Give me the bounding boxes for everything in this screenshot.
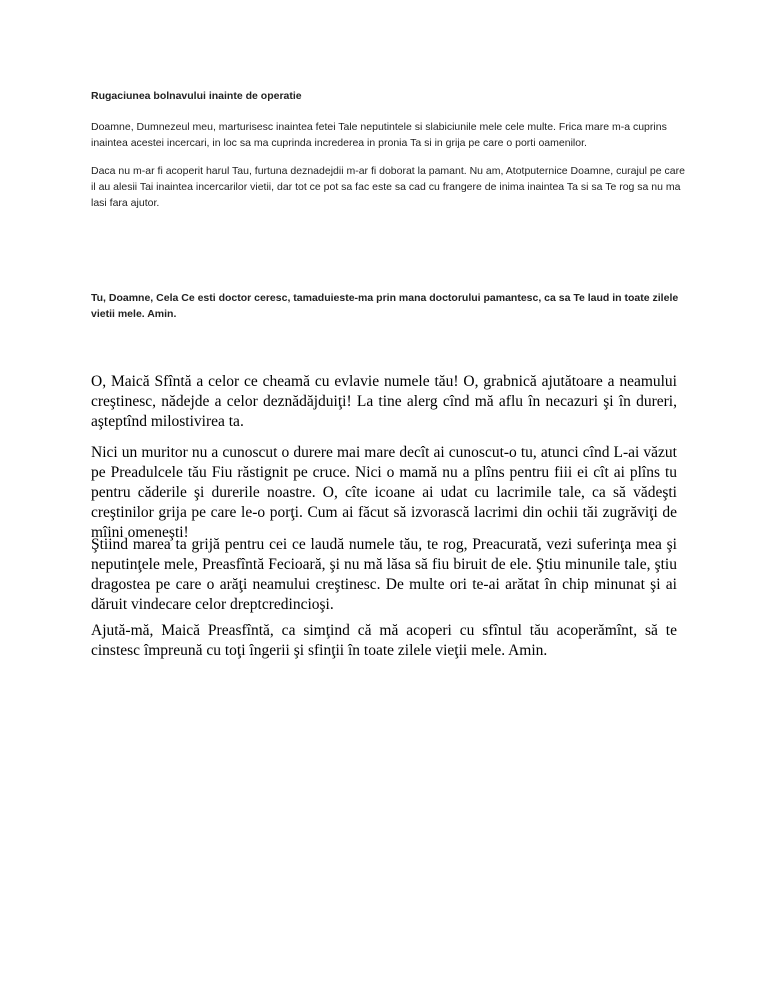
marian-prayer-paragraph-1: O, Maică Sfîntă a celor ce cheamă cu evlavie numele tău! O, grabnică ajutătoare a neamului creştinesc, nădejde a celor deznădăjduiţi! La tine alerg cînd mă aflu în necazuri şi în dureri, aşteptînd milostivirea ta. [91,373,677,430]
marian-prayer-paragraph-3: Ştiind marea ta grijă pentru cei ce laudă numele tău, te rog, Preacurată, vezi suferinţa mea şi neputinţele mele, Preasfîntă Fecioară, şi nu mă lăsa să fiu biruit de ele. Ştiu minunile tale, ştiu dragostea pe care o arăţi neamului creştinesc. De multe ori te-ai arătat în chip minunat şi ai dăruit vindecare celor dreptcredincioşi. [91,536,677,613]
marian-prayer-paragraph-4: Ajută-mă, Maică Preasfîntă, ca simţind că mă acoperi cu sfîntul tău acoperămînt, să te cinstesc împreună cu toţi îngerii şi sfinţii în toate zilele vieţii mele. Amin. [91,622,677,659]
prayer-title: Rugaciunea bolnavului inainte de operatie [91,90,302,102]
prayer-paragraph-1: Doamne, Dumnezeul meu, marturisesc inaintea fetei Tale neputintele si slabiciunile mele cele multe. Frica mare m-a cuprins inaintea acestei incercari, in loc sa ma cuprinda increderea in pronia Ta si in grija pe care o porti oamenilor. [91,121,667,149]
marian-prayer-paragraph-2: Nici un muritor nu a cunoscut o durere mai mare decît ai cunoscut-o tu, atunci cînd L-ai văzut pe Preadulcele tău Fiu răstignit pe cruce. Nici o mamă nu a plîns pentru fiii ei cît ai plîns tu pentru căderile şi durerile noastre. O, cîte icoane ai udat cu lacrimile tale, ca să vădeşti creştinilor grija pe care le-o porţi. Cum ai făcut să izvorască lacrimi din ochii tăi zugrăviţi de mîini omeneşti! [91,444,677,541]
prayer-paragraph-2: Daca nu m-ar fi acoperit harul Tau, furtuna deznadejdii m-ar fi doborat la pamant. Nu am, Atotputernice Doamne, curajul pe care il au alesii Tai inaintea incercarilor vietii, dar tot ce pot sa fac este sa cad cu frangere de inima inaintea Ta si sa Te rog sa nu ma lasi fara ajutor. [91,165,685,209]
prayer-closing: Tu, Doamne, Cela Ce esti doctor ceresc, tamaduieste-ma prin mana doctorului pamantesc, ca sa Te laud in toate zilele vietii mele. Amin. [91,292,679,320]
